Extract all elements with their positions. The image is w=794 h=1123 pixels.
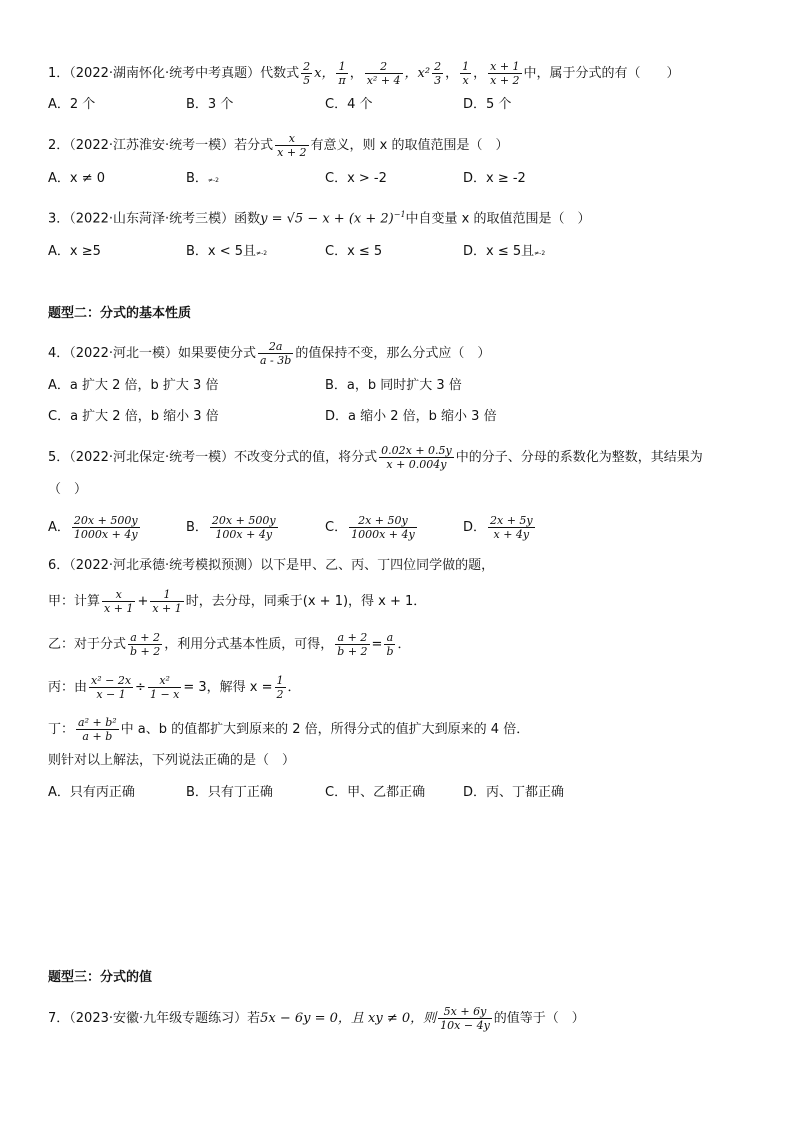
q5-option-d: [463, 514, 537, 541]
num: x: [102, 588, 135, 602]
q1-option-b: B．3 个: [186, 97, 234, 112]
den: x: [462, 74, 469, 87]
q5-option-b-fraction: [210, 514, 278, 541]
q6-option-c: C．甲、乙都正确: [325, 785, 426, 800]
q7-prefix: 7．（2023·安徽·九年级专题练习）若: [48, 1011, 261, 1026]
q6-bing-divide: ÷: [135, 680, 146, 695]
q6-yi: [48, 631, 411, 658]
q4-fraction: [258, 340, 293, 367]
q6-ding-label: 丁：: [48, 722, 75, 737]
num: 5x + 6y: [438, 1005, 492, 1019]
num: 1: [336, 60, 347, 74]
q3-suffix: 中自变量 x 的取值范围是（ ）: [405, 211, 591, 227]
q7-suffix: 的值等于（ ）: [493, 1011, 585, 1026]
q3-expression: y = √5 − x + (x + 2): [260, 211, 394, 227]
den: x + 4y: [493, 528, 530, 541]
q3-exponent: −1: [393, 210, 406, 219]
den: x + 2: [490, 74, 520, 87]
q2-suffix: 有意义，则 x 的取值范围是（ ）: [310, 138, 509, 153]
q6-bing-end: ．: [287, 680, 301, 695]
q1-fraction-5: [460, 60, 471, 87]
question-7: [48, 1005, 585, 1032]
q1-fraction-6: [488, 60, 521, 87]
q4-suffix: 的值保持不变，那么分式应（ ）: [295, 346, 491, 361]
q3-option-b-label: B．x < 5且: [186, 244, 257, 259]
den: 2: [276, 688, 284, 701]
question-3: [48, 206, 591, 228]
q2-option-b-label: B．: [186, 171, 208, 186]
question-6-intro: 6．（2022·河北承德·统考模拟预测）以下是甲、乙、丙、丁四位同学做的题，: [48, 558, 495, 573]
num: 2x + 5y: [490, 514, 533, 527]
q6-jia-text: 时，去分母，同乘于(x + 1)，得 x + 1．: [185, 594, 427, 609]
den: π: [338, 74, 346, 87]
q3-option-b: [186, 243, 267, 263]
num: a + 2: [128, 631, 162, 645]
q6-ding-fraction: [76, 716, 119, 743]
q6-jia: [48, 588, 426, 615]
q6-yi-end: ．: [397, 637, 411, 652]
label: C．: [325, 520, 348, 535]
q7-fraction: [438, 1005, 492, 1032]
q7-condition: 5x − 6y = 0，且 xy ≠ 0，则: [260, 1011, 437, 1026]
q1-fraction-3: [365, 60, 403, 87]
num: 1: [462, 60, 470, 73]
q2-option-d: D．x ≥ -2: [463, 171, 526, 186]
q5-paren: （ ）: [48, 482, 88, 497]
den: x + 1: [152, 602, 182, 615]
num: 1: [150, 588, 183, 602]
den: x² + 4: [366, 74, 401, 87]
q6-bing-fraction-2: [148, 674, 181, 701]
q5-option-a-fraction: [72, 514, 140, 541]
q1-prefix: 1．（2022·湖南怀化·统考中考真题）代数式: [48, 66, 300, 81]
den: x + 2: [277, 146, 307, 159]
q1-text-4: ，x²: [404, 66, 431, 81]
q5-option-d-fraction: [488, 514, 535, 541]
num: 2: [303, 60, 311, 73]
q6-jia-plus: +: [137, 594, 149, 609]
den: 100x + 4y: [215, 528, 273, 541]
section-3-heading: 题型三：分式的值: [48, 970, 153, 985]
q5-prefix: 5．（2022·河北保定·统考一模）不改变分式的值，将分式: [48, 450, 378, 465]
q2-option-c: C．x > -2: [325, 171, 387, 186]
num: x² − 2x: [91, 674, 132, 687]
q3-option-d: [463, 243, 545, 263]
q5-fraction: [379, 444, 454, 471]
q6-option-b: B．只有丁正确: [186, 785, 273, 800]
den: 1 − x: [149, 688, 180, 701]
q6-option-a: A．只有丙正确: [48, 785, 135, 800]
label: D．: [463, 520, 487, 535]
q2-prefix: 2．（2022·江苏淮安·统考一模）若分式: [48, 138, 274, 153]
den: 5: [303, 74, 311, 87]
num: a² + b²: [78, 716, 117, 729]
q2-option-b-tiny: ≠-2: [207, 177, 219, 184]
num: x + 1: [490, 60, 520, 73]
num: 2x + 50y: [349, 514, 417, 528]
label: B．: [186, 520, 208, 535]
q2-option-a: A．x ≠ 0: [48, 171, 106, 186]
q4-option-b: B．a，b 同时扩大 3 倍: [325, 378, 462, 393]
q6-ding: [48, 716, 529, 743]
q6-yi-text: ，利用分式基本性质，可得，: [164, 637, 334, 652]
q5-option-c-fraction: [349, 514, 417, 541]
q4-option-a: A．a 扩大 2 倍，b 扩大 3 倍: [48, 378, 219, 393]
q4-option-d: D．a 缩小 2 倍，b 缩小 3 倍: [325, 409, 497, 424]
q6-bing: [48, 674, 301, 701]
q1-fraction-1: [301, 60, 312, 87]
den: a - 3b: [260, 354, 292, 367]
num: a + 2: [335, 631, 369, 645]
q6-jia-fraction-2: [150, 588, 183, 615]
q6-bing-text: = 3，解得 x =: [183, 680, 273, 695]
section-2-heading: 题型二：分式的基本性质: [48, 306, 192, 321]
q6-bing-fraction-1: [89, 674, 133, 701]
q2-option-b: [186, 170, 219, 190]
question-4: [48, 340, 490, 367]
num: x: [275, 132, 308, 146]
num: 2: [434, 60, 442, 73]
q5-suffix: 中的分子、分母的系数化为整数，其结果为: [455, 450, 703, 465]
q6-bing-label: 丙：由: [48, 680, 88, 695]
den: 1000x + 4y: [351, 528, 415, 541]
q1-fraction-4: [432, 60, 443, 87]
label: A．: [48, 520, 70, 535]
den: b + 2: [130, 645, 161, 658]
den: 3: [434, 74, 442, 87]
den: a + b: [82, 730, 113, 743]
num: 20x + 500y: [73, 514, 138, 527]
den: x + 0.004y: [386, 458, 447, 471]
q3-option-a: A．x ≥5: [48, 244, 101, 259]
q6-jia-fraction-1: [102, 588, 135, 615]
q5-option-b: [186, 514, 280, 541]
den: b: [386, 645, 394, 658]
q1-option-c: C．4 个: [325, 97, 373, 112]
q6-yi-fraction-2: [335, 631, 369, 658]
den: x + 1: [104, 602, 134, 615]
q6-ding-text: 中 a、b 的值都扩大到原来的 2 倍，所得分式的值扩大到原来的 4 倍．: [120, 722, 530, 737]
q6-yi-label: 乙：对于分式: [48, 637, 127, 652]
q6-bing-fraction-3: [275, 674, 286, 701]
q6-question: 则针对以上解法，下列说法正确的是（ ）: [48, 753, 296, 768]
den: x − 1: [96, 688, 126, 701]
num: 1: [276, 674, 284, 687]
num: 0.02x + 0.5y: [381, 444, 452, 457]
q6-jia-label: 甲：计算: [48, 594, 101, 609]
q4-option-c: C．a 扩大 2 倍，b 缩小 3 倍: [48, 409, 219, 424]
q5-option-a: [48, 514, 142, 541]
den: 1000x + 4y: [73, 528, 138, 541]
question-1: 1．（2022·湖南怀化·统考中考真题）代数式 $\frac{2}{5}$ x， $\frac{1}{\pi}$ ， $\frac{2}{\text{x² + 4}}$ ，x² $\frac{2}{3}$ ， $\frac{1}{x}$ ， $\frac{x + 1}{x + 2}$ 中，属于分式的有（ ）: [48, 60, 680, 87]
q3-option-b-tiny: ≠-2: [256, 250, 268, 257]
q1-text-1: x，: [314, 66, 335, 81]
question-5: [48, 444, 703, 471]
den: 10x − 4y: [440, 1019, 490, 1032]
num: 2: [365, 60, 403, 74]
q3-prefix: 3．（2022·山东菏泽·统考三模）函数: [48, 211, 261, 227]
q6-yi-fraction-1: [128, 631, 162, 658]
question-2: [48, 132, 509, 159]
q5-option-c: [325, 514, 419, 541]
q3-option-d-label: D．x ≤ 5且: [463, 244, 535, 259]
q6-yi-fraction-3: [384, 631, 395, 658]
q3-option-c: C．x ≤ 5: [325, 244, 383, 259]
num: x²: [148, 674, 181, 688]
num: 20x + 500y: [211, 514, 276, 527]
q1-option-a: A．2 个: [48, 97, 96, 112]
q1-option-d: D．5 个: [463, 97, 512, 112]
num: 2a: [258, 340, 293, 354]
q4-prefix: 4．（2022·河北一模）如果要使分式: [48, 346, 256, 361]
num: a: [384, 631, 395, 645]
q1-fraction-2: [336, 60, 347, 87]
q2-fraction: [275, 132, 308, 159]
q1-suffix: 中，属于分式的有（ ）: [523, 66, 680, 81]
den: b + 2: [337, 645, 368, 658]
q6-yi-equals: =: [371, 637, 383, 652]
q6-option-d: D．丙、丁都正确: [463, 785, 565, 800]
q3-option-d-tiny: ≠-2: [534, 250, 546, 257]
